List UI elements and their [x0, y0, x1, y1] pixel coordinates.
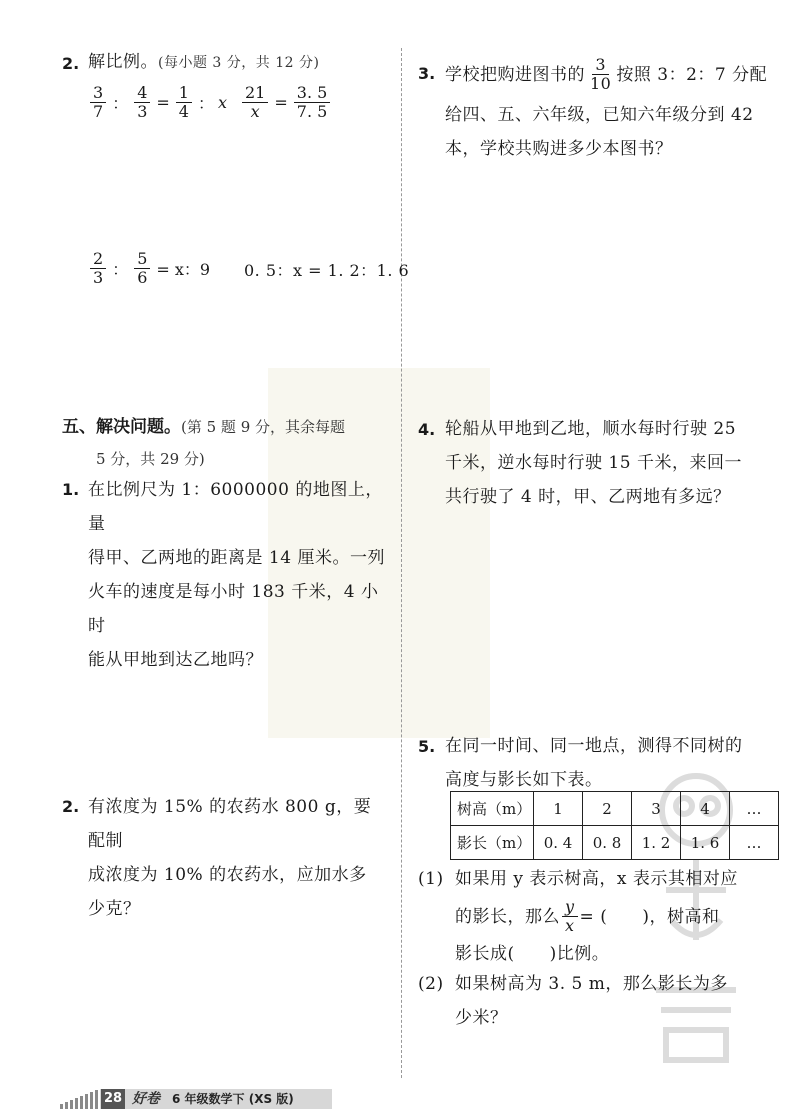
fraction: [134, 250, 150, 287]
problem-number: 5.: [418, 737, 436, 756]
text-line: 高度与影长如下表。: [445, 770, 603, 790]
numerator: 4: [134, 84, 150, 103]
denominator: 6: [137, 268, 148, 287]
problem-3-line1: [445, 56, 767, 93]
text-segment: 按照 3：2：7 分配: [616, 64, 768, 85]
fraction: [90, 250, 106, 287]
text-line: 能从甲地到达乙地吗？: [88, 650, 263, 670]
problem-number: 3.: [418, 64, 436, 83]
section-note-cont: 5 分，共 29 分): [96, 450, 205, 468]
denominator: x: [565, 916, 575, 935]
fraction: [134, 84, 150, 121]
denominator: 10: [590, 74, 612, 93]
question-title: [88, 45, 319, 80]
subquestion-2-text: [455, 967, 755, 1035]
operator: =: [156, 93, 170, 112]
score-note: (每小题 3 分，共 12 分): [158, 55, 320, 71]
data-table: [450, 791, 779, 860]
problem-5-text: [445, 729, 755, 797]
operator: ：: [112, 94, 129, 113]
footer-logo: 好卷: [132, 1091, 160, 1107]
table-row: [451, 826, 779, 860]
fraction: [242, 84, 268, 121]
numerator: y: [562, 898, 578, 917]
subquestion-1-line3: 影长成( )比例。: [455, 944, 610, 964]
equation-rest: = x：9: [156, 260, 211, 279]
problem-number: 1.: [62, 480, 80, 499]
text-segment: 学校把购进图书的: [445, 64, 585, 85]
equation-2: [240, 84, 332, 121]
problem-number: 2.: [62, 797, 80, 816]
table-cell: 2: [583, 792, 632, 826]
text-line: 得甲、乙两地的距离是 14 厘米。一列: [88, 548, 385, 568]
equation-4: 0. 5：x = 1. 2：1. 6: [244, 261, 410, 280]
fraction: [294, 84, 331, 121]
table-cell: 4: [681, 792, 730, 826]
problem-3-text: [445, 98, 755, 166]
text-line: 给四、五、六年级，已知六年级分到 42: [445, 105, 754, 125]
equation-1: [88, 84, 227, 121]
section-heading: [62, 410, 345, 444]
problem-4-text: [445, 412, 755, 514]
problem-number: 4.: [418, 420, 436, 439]
numerator: 5: [134, 250, 150, 269]
numerator: 2: [90, 250, 106, 269]
text-line: 有浓度为 15% 的农药水 800 g，要配制: [88, 797, 372, 851]
table-cell: 1: [534, 792, 583, 826]
denominator: 4: [178, 102, 189, 121]
column-divider: [401, 48, 402, 1078]
text-line: 如果树高为 3. 5 m，那么影长为多: [455, 974, 728, 994]
denominator: 3: [93, 268, 104, 287]
text-segment: = ( )，树高和: [579, 906, 720, 927]
denominator: x: [250, 102, 260, 121]
numerator: 3: [90, 84, 106, 103]
table-cell: 0. 4: [534, 826, 583, 860]
text-line: 在同一时间、同一地点，测得不同树的: [445, 736, 743, 756]
text-line: 火车的速度是每小时 183 千米，4 小时: [88, 582, 379, 636]
fraction: [562, 898, 578, 935]
fraction: [176, 84, 192, 121]
text-segment: 的影长，那么: [455, 906, 560, 927]
fraction: [90, 84, 106, 121]
denominator: 3: [137, 102, 148, 121]
operator: ：: [197, 94, 214, 113]
page-number: 28: [101, 1089, 125, 1109]
table-cell: 3: [632, 792, 681, 826]
text-line: 共行驶了 4 时，甲、乙两地有多远？: [445, 487, 731, 507]
variable: x: [218, 93, 228, 112]
text-line: 少米？: [455, 1008, 508, 1028]
table-cell: 1. 6: [681, 826, 730, 860]
text-line: 本，学校共购进多少本图书？: [445, 139, 673, 159]
table-header-cell: 影长（m）: [451, 826, 534, 860]
text-line: 成浓度为 10% 的农药水，应加水多: [88, 865, 367, 885]
footer-bars-icon: [58, 1088, 102, 1110]
section-title: 五、解决问题。: [62, 417, 181, 437]
table-header-cell: 树高（m）: [451, 792, 534, 826]
numerator: 21: [242, 84, 268, 103]
section-note: (第 5 题 9 分，其余每题: [181, 418, 346, 436]
subquestion-1-line2: [455, 898, 719, 935]
text-line: 少克？: [88, 899, 141, 919]
text-line: 千米，逆水每时行驶 15 千米，来回一: [445, 453, 742, 473]
table-row: [451, 792, 779, 826]
subquestion-1-label: (1): [418, 869, 444, 889]
numerator: 1: [176, 84, 192, 103]
table-cell: 0. 8: [583, 826, 632, 860]
subquestion-1-line1: 如果用 y 表示树高，x 表示其相对应: [455, 869, 738, 889]
equation-3: [88, 250, 210, 287]
numerator: 3. 5: [294, 84, 331, 103]
problem-2-text: [88, 790, 388, 926]
operator: ：: [112, 260, 129, 279]
problem-1-text: [88, 473, 388, 677]
denominator: 7. 5: [296, 102, 328, 121]
subquestion-2-label: (2): [418, 974, 444, 994]
table-cell: …: [730, 826, 779, 860]
text-line: 轮船从甲地到乙地，顺水每时行驶 25: [445, 419, 737, 439]
table-cell: …: [730, 792, 779, 826]
table-cell: 1. 2: [632, 826, 681, 860]
denominator: 7: [93, 102, 104, 121]
text-line: 在比例尺为 1：6000000 的地图上，量: [88, 480, 383, 534]
title-text: 解比例。: [88, 52, 158, 72]
operator: =: [274, 93, 288, 112]
fraction: [587, 56, 614, 93]
question-number: 2.: [62, 54, 80, 73]
numerator: 3: [592, 56, 609, 75]
book-title: 6 年级数学下 (XS 版): [172, 1092, 294, 1106]
